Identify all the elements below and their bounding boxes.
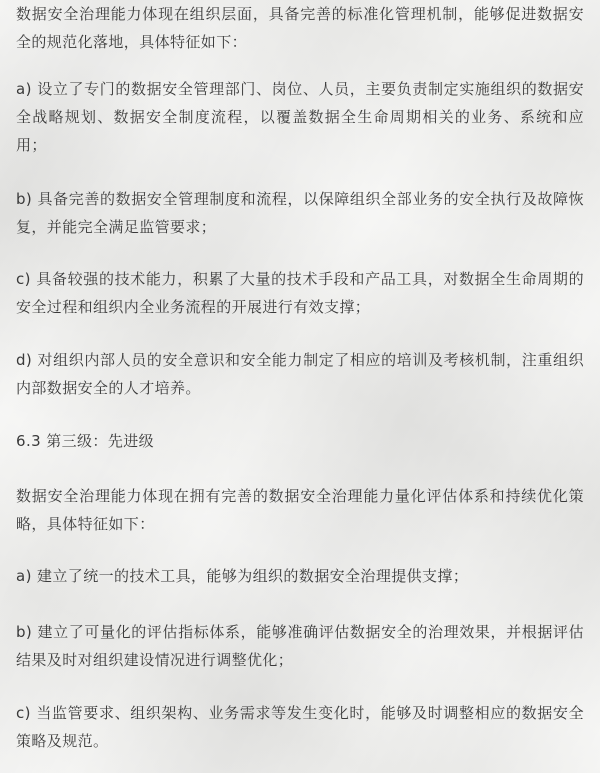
feature-item-c-level3: c) 当监管要求、组织架构、业务需求等发生变化时，能够及时调整相应的数据安全策略及规范。 <box>16 704 584 750</box>
section-heading-level3: 6.3 第三级：先进级 <box>16 432 155 450</box>
feature-item-b-level3: b) 建立了可量化的评估指标体系，能够准确评估数据安全的治理效果，并根据评估结果及时对组织建设情况进行调整优化； <box>16 623 584 669</box>
feature-item-a-level2: a) 设立了专门的数据安全管理部门、岗位、人员，主要负责制定实施组织的数据安全战略规划、数据安全制度流程，以覆盖数据全生命周期相关的业务、系统和应用； <box>16 80 584 154</box>
intro-paragraph-level2: 数据安全治理能力体现在组织层面，具备完善的标准化管理机制，能够促进数据安全的规范化落地，具体特征如下： <box>16 5 584 51</box>
feature-item-d-level2: d) 对组织内部人员的安全意识和安全能力制定了相应的培训及考核机制，注重组织内部数据安全的人才培养。 <box>16 351 584 397</box>
feature-item-c-level2: c) 具备较强的技术能力，积累了大量的技术手段和产品工具，对数据全生命周期的安全过程和组织内全业务流程的开展进行有效支撑； <box>16 270 584 316</box>
feature-item-b-level2: b) 具备完善的数据安全管理制度和流程，以保障组织全部业务的安全执行及故障恢复，并能完全满足监管要求； <box>16 190 584 236</box>
feature-item-a-level3: a) 建立了统一的技术工具，能够为组织的数据安全治理提供支撑； <box>16 567 469 585</box>
intro-paragraph-level3: 数据安全治理能力体现在拥有完善的数据安全治理能力量化评估体系和持续优化策略，具体特征如下： <box>16 487 584 533</box>
